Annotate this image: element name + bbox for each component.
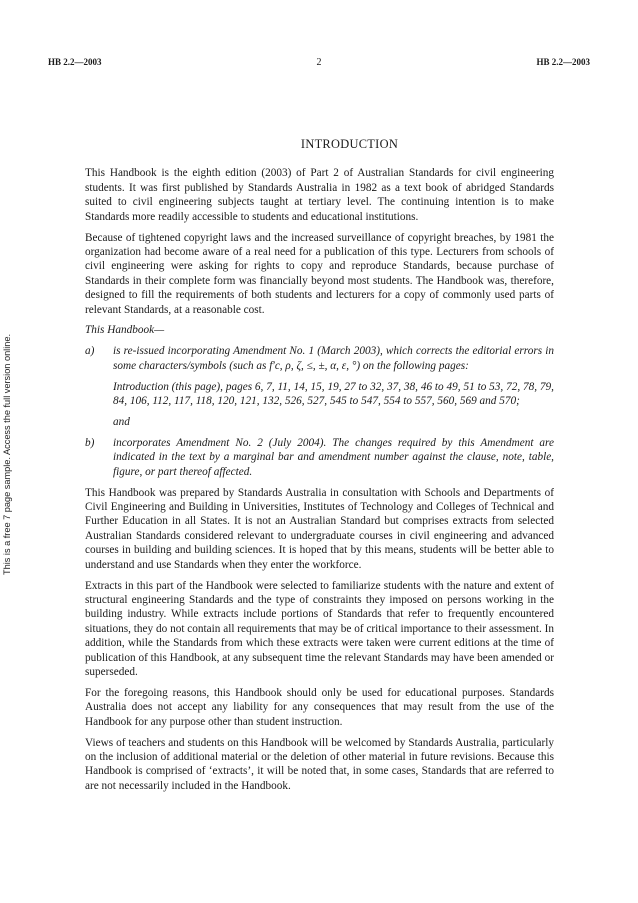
paragraph-copyright: Because of tightened copyright laws and the increased surveillance of copyright breaches, by 1981 the organization had become aware of a real need for a publication of this type. Lecturers from schools of civil engineering were asking for rights to copy and reproduce Standards, because purchase of Standards in their complete form was financially beyond most students. The Handbook was, therefore, designed to fill the requirements of both students and lecturers for a copy of commonly used parts of relevant Standards, at a reasonable cost. <box>85 231 554 316</box>
list-item-a-text: is re-issued incorporating Amendment No. 1 (March 2003), which corrects the editorial errors in some characters/symbols (such as f′c, ρ, ζ, ≤, ±, α, ε, °) on the following pages: <box>113 345 554 372</box>
sample-notice: This is a free 7 page sample. Access the full version online. <box>2 333 12 575</box>
list-conjunction: and <box>113 416 130 428</box>
document-body <box>85 137 554 800</box>
list-item-a <box>85 344 554 373</box>
section-title: INTRODUCTION <box>300 137 399 151</box>
paragraph-edition: This Handbook is the eighth edition (2003) of Part 2 of Australian Standards for civil engineering students. It was first published by Standards Australia in 1982 as a text book of abridged Standards suited to civil engineering subjects taught at tertiary level. The continuing intention is to make Standards more readily accessible to students and educational institutions. <box>85 167 554 223</box>
list-item-b <box>85 436 554 479</box>
header-document-code-right: HB 2.2—2003 <box>536 57 590 67</box>
paragraph-preparation: This Handbook was prepared by Standards Australia in consultation with Schools and Departments of Civil Engineering and Building in Universities, Institutes of Technology and Colleges of Technical and Further Education in all States. It is not an Australian Standard but comprises extracts from selected Australian Standards considered relevant to undergraduate courses in civil engineering and advanced courses in building and building sciences. It is hoped that by this means, students will be better able to understand and use Standards when they enter the workforce. <box>85 486 554 571</box>
paragraph-disclaimer: For the foregoing reasons, this Handbook should only be used for educational purposes. Standards Australia does not accept any liability for any consequences that may result from the use of the Handbook for any purpose other than student instruction. <box>85 686 554 728</box>
header-document-code-left: HB 2.2—2003 <box>48 57 102 67</box>
paragraph-extracts: Extracts in this part of the Handbook were selected to familiarize students with the nature and extent of structural engineering Standards and the type of constraints they imposed on persons working in the building industry. While extracts include portions of Standards that refer to frequently encountered situations, they do not contain all requirements that may be of critical importance to their assessment. In addition, while the Standards from which these extracts were taken were current editions at the time of publication of this Handbook, at any subsequent time the relevant Standards may have been amended or superseded. <box>85 579 554 678</box>
list-item-b-text: incorporates Amendment No. 2 (July 2004). The changes required by this Amendment are indicated in the text by a marginal bar and amendment number against the clause, note, table, figure, or part thereof affected. <box>113 436 554 478</box>
paragraph-feedback: Views of teachers and students on this Handbook will be welcomed by Standards Australia, particularly on the inclusion of additional material or the deletion of other material in future revisions. Because this Handbook is comprised of ‘extracts’, it will be noted that, in some cases, Standards that are referred to are not necessarily included in the Handbook. <box>85 736 554 792</box>
page-header <box>0 57 638 73</box>
amended-pages-list: Introduction (this page), pages 6, 7, 11, 14, 15, 19, 27 to 32, 37, 38, 46 to 49, 51 to 53, 72, 78, 79, 84, 106, 112, 117, 118, 120, 121, 132, 526, 527, 545 to 547, 554 to 557, 560, 569 and 570; <box>113 380 554 408</box>
list-marker-a: a) <box>85 345 95 358</box>
list-lead: This Handbook— <box>85 324 165 337</box>
list-marker-b: b) <box>85 436 95 449</box>
page-number: 2 <box>316 57 322 68</box>
